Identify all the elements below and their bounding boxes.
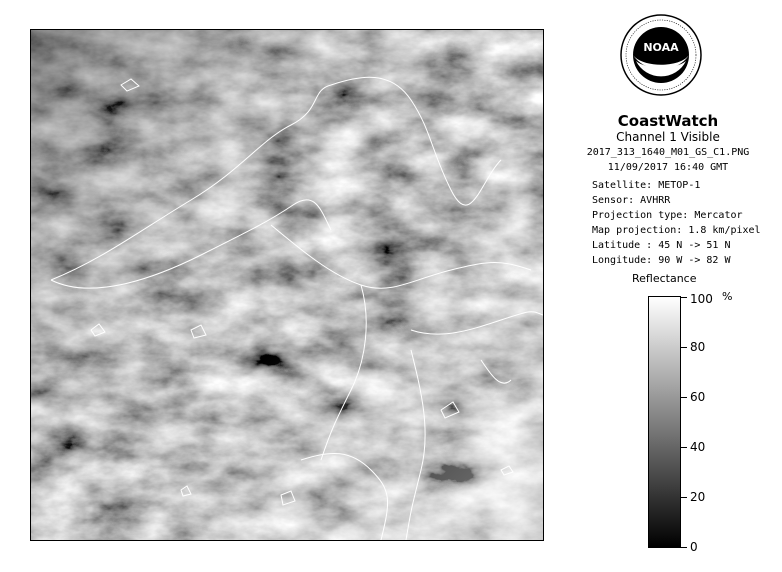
colorbar-tick-label: 40: [690, 440, 706, 454]
noaa-logo-text: NOAA: [643, 41, 679, 54]
colorbar-tick-label: 0: [690, 540, 698, 554]
satellite-image-canvas: [31, 30, 543, 540]
reflectance-colorbar: [648, 296, 681, 548]
colorbar-tick: [681, 297, 687, 298]
sensor-label: Sensor: AVHRR: [592, 195, 671, 206]
colorbar-tick: [681, 397, 687, 398]
colorbar-unit: %: [722, 290, 733, 303]
longitude-label: Longitude: 90 W -> 82 W: [592, 255, 731, 266]
colorbar-tick-label: 60: [690, 390, 706, 404]
colorbar-tick-label: 80: [690, 340, 706, 354]
colorbar-tick-label: 100: [690, 292, 713, 306]
image-filename: 2017_313_1640_M01_GS_C1.PNG: [586, 147, 750, 158]
colorbar-tick: [681, 447, 687, 448]
noaa-logo: [620, 14, 702, 96]
colorbar-tick: [681, 497, 687, 498]
latitude-label: Latitude : 45 N -> 51 N: [592, 240, 731, 251]
product-title: CoastWatch: [617, 112, 719, 130]
colorbar-tick: [681, 547, 687, 548]
map-projection-label: Map projection: 1.8 km/pixel: [592, 225, 761, 236]
colorbar-title: Reflectance: [632, 272, 697, 285]
channel-subtitle: Channel 1 Visible: [616, 130, 720, 144]
acquisition-datetime: 11/09/2017 16:40 GMT: [607, 162, 729, 173]
satellite-image: [30, 29, 544, 541]
projection-type-label: Projection type: Mercator: [592, 210, 743, 221]
colorbar-tick: [681, 347, 687, 348]
satellite-label: Satellite: METOP-1: [592, 180, 701, 191]
colorbar-tick-label: 20: [690, 490, 706, 504]
